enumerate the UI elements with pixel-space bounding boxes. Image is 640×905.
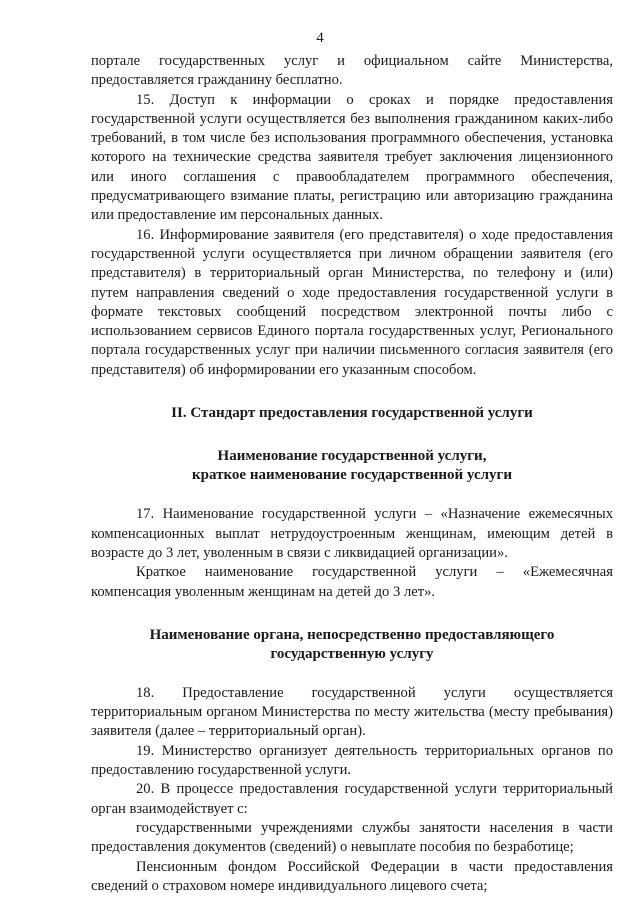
subtitle-service-name-line2: краткое наименование государственной услуги: [192, 467, 512, 484]
paragraph-20-item-employment: государственными учреждениями службы занятости населения в части предоставления документов (сведений) о невыплате пособия по безработице;: [91, 819, 613, 856]
paragraph-16: 16. Информирование заявителя (его представителя) о ходе предоставления государственной услуги осуществляется при личном обращении заявителя (его представителя) в территориальный орган Министерства, по телефону и (или) путем направления сведений о ходе предоставления государственной услуги в формате текстовых сообщений посредством электронной почты либо с использованием сервисов Единого портала государственных услуг, Регионального портала государственных услуг при наличии письменного согласия заявителя (его представителя) об информировании его указанным способом.: [91, 226, 613, 378]
paragraph-continuation: порталe государственных услуг и официальном сайте Министерства, предоставляется гражданину бесплатно.: [91, 53, 613, 89]
section-title: II. Стандарт предоставления государственной услуги: [171, 405, 533, 422]
paragraph-20-item-pension-fund: Пенсионным фондом Российской Федерации в части предоставления сведений о страховом номере индивидуального лицевого счета;: [91, 858, 613, 894]
paragraph-15: 15. Доступ к информации о сроках и порядке предоставления государственной услуги осуществляется без выполнения гражданином каких-либо требований, в том числе без использования программного обеспечения, установка которого на технические средства заявителя требует заключения лицензионного или иного соглашения с правообладателем программного обеспечения, предусматривающего взимание платы, регистрацию или авторизацию гражданина или предоставление им персональных данных.: [91, 91, 613, 224]
page-number: 4: [316, 30, 324, 46]
document-body: [91, 52, 613, 896]
paragraph-19: 19. Министерство организует деятельность территориальных органов по предоставлению государственной услуги.: [91, 742, 613, 779]
subtitle-authority-line2: государственную услугу: [270, 645, 434, 662]
paragraph-short-name: Краткое наименование государственной услуги – «Ежемесячная компенсация уволенным женщинам на детей до 3 лет».: [91, 564, 613, 600]
paragraph-20: 20. В процессе предоставления государственной услуги территориальный орган взаимодействует с:: [91, 781, 613, 817]
paragraph-17: 17. Наименование государственной услуги – «Назначение ежемесячных компенсационных выплат нетрудоустроенным женщинам, имеющим детей в возрасте до 3 лет, уволенным в связи с ликвидацией организации».: [91, 506, 613, 561]
subtitle-authority-line1: Наименование органа, непосредственно предоставляющего: [149, 626, 555, 643]
subtitle-service-name-line1: Наименование государственной услуги,: [217, 448, 487, 465]
paragraph-18: 18. Предоставление государственной услуги осуществляется территориальным органом Министерства по месту жительства (месту пребывания) заявителя (далее – территориальный орган).: [91, 684, 613, 740]
